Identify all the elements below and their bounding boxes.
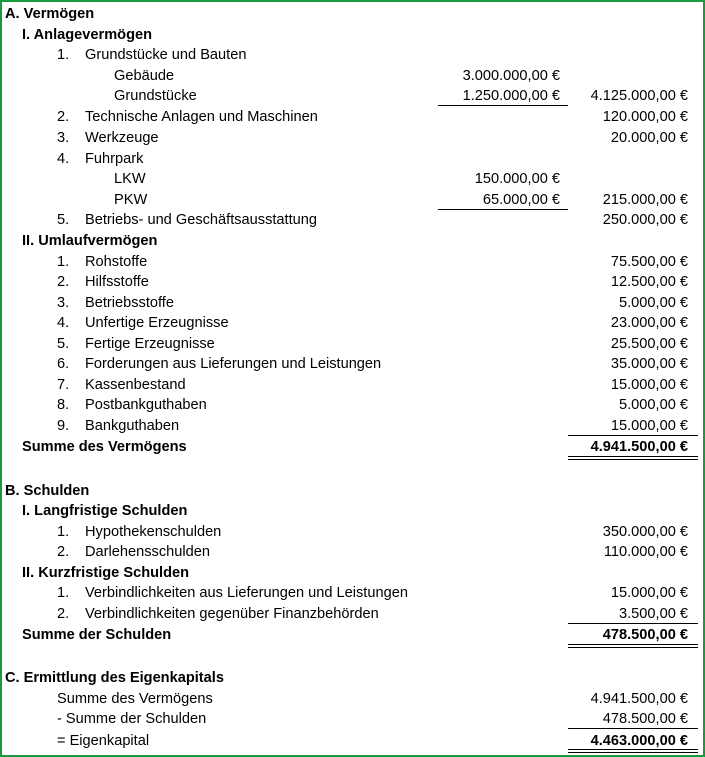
item-total: 5.000,00 € bbox=[619, 295, 688, 311]
item-number: 1. bbox=[57, 254, 70, 270]
kurz-heading bbox=[2, 563, 703, 583]
sum-underline bbox=[568, 728, 698, 729]
item-number: 8. bbox=[57, 397, 70, 413]
calc-row bbox=[2, 689, 703, 709]
section-b-heading bbox=[2, 481, 703, 501]
item-number: 5. bbox=[57, 212, 70, 228]
item-total: 15.000,00 € bbox=[610, 418, 688, 434]
list-item bbox=[2, 107, 703, 127]
list-item bbox=[2, 334, 703, 354]
sum-label: Summe des Vermögens bbox=[22, 439, 187, 455]
umlauf-title: II. Umlaufvermögen bbox=[22, 233, 158, 249]
item-total: 23.000,00 € bbox=[610, 315, 688, 331]
item-total: 120.000,00 € bbox=[602, 109, 688, 125]
item-label: Bankguthaben bbox=[85, 418, 180, 434]
sum-underline bbox=[568, 435, 698, 436]
sum-double-underline bbox=[568, 456, 698, 460]
item-total: 15.000,00 € bbox=[610, 585, 688, 601]
sum-row bbox=[2, 437, 703, 457]
sum-value: 4.941.500,00 € bbox=[590, 439, 688, 455]
item-label: Fuhrpark bbox=[85, 151, 144, 167]
sum-row bbox=[2, 625, 703, 645]
anlage-heading bbox=[2, 25, 703, 45]
list-item bbox=[2, 604, 703, 624]
item-label: Hilfsstoffe bbox=[85, 274, 149, 290]
item-number: 7. bbox=[57, 377, 70, 393]
subitem-label: LKW bbox=[114, 171, 146, 187]
list-item bbox=[2, 252, 703, 272]
item-total: 25.500,00 € bbox=[610, 336, 688, 352]
calc-value: 4.941.500,00 € bbox=[590, 691, 688, 707]
item-number: 2. bbox=[57, 606, 70, 622]
list-item bbox=[2, 583, 703, 603]
subitem-value: 3.000.000,00 € bbox=[462, 68, 560, 84]
section-c-title: C. Ermittlung des Eigenkapitals bbox=[5, 670, 224, 686]
list-item bbox=[2, 128, 703, 148]
list-item bbox=[2, 272, 703, 292]
item-total: 250.000,00 € bbox=[602, 212, 688, 228]
item-number: 3. bbox=[57, 130, 70, 146]
item-number: 2. bbox=[57, 274, 70, 290]
list-item bbox=[2, 86, 703, 106]
calc-label: = Eigenkapital bbox=[57, 733, 150, 749]
equity-double-underline bbox=[568, 749, 698, 753]
item-number: 6. bbox=[57, 356, 70, 372]
item-label: Unfertige Erzeugnisse bbox=[85, 315, 229, 331]
calc-value: 478.500,00 € bbox=[602, 711, 688, 727]
item-label: Betriebsstoffe bbox=[85, 295, 174, 311]
list-item bbox=[2, 149, 703, 169]
item-number: 1. bbox=[57, 524, 70, 540]
list-item bbox=[2, 522, 703, 542]
list-item bbox=[2, 313, 703, 333]
subitem-label: Gebäude bbox=[114, 68, 175, 84]
anlage-title: I. Anlagevermögen bbox=[22, 27, 153, 43]
list-item bbox=[2, 66, 703, 86]
sum-double-underline bbox=[568, 644, 698, 648]
item-label: Grundstücke und Bauten bbox=[85, 47, 247, 63]
item-number: 4. bbox=[57, 315, 70, 331]
item-number: 1. bbox=[57, 585, 70, 601]
item-total: 15.000,00 € bbox=[610, 377, 688, 393]
item-total: 215.000,00 € bbox=[602, 192, 688, 208]
subitem-value: 150.000,00 € bbox=[474, 171, 560, 187]
item-label: Verbindlichkeiten gegenüber Finanzbehörden bbox=[85, 606, 379, 622]
subitem-label: PKW bbox=[114, 192, 148, 208]
item-number: 4. bbox=[57, 151, 70, 167]
subitem-value: 65.000,00 € bbox=[482, 192, 560, 208]
list-item bbox=[2, 190, 703, 210]
item-total: 35.000,00 € bbox=[610, 356, 688, 372]
item-label: Verbindlichkeiten aus Lieferungen und Leistungen bbox=[85, 585, 408, 601]
kurz-title: II. Kurzfristige Schulden bbox=[22, 565, 190, 581]
calc-row-result bbox=[2, 731, 703, 751]
item-total: 350.000,00 € bbox=[602, 524, 688, 540]
item-number: 5. bbox=[57, 336, 70, 352]
item-label: Betriebs- und Geschäftsausstattung bbox=[85, 212, 318, 228]
list-item bbox=[2, 45, 703, 65]
item-total: 12.500,00 € bbox=[610, 274, 688, 290]
umlauf-heading bbox=[2, 231, 703, 251]
list-item bbox=[2, 210, 703, 230]
list-item bbox=[2, 542, 703, 562]
item-number: 1. bbox=[57, 47, 70, 63]
item-label: Hypothekenschulden bbox=[85, 524, 222, 540]
subitem-value: 1.250.000,00 € bbox=[462, 88, 560, 104]
item-label: Werkzeuge bbox=[85, 130, 159, 146]
item-label: Fertige Erzeugnisse bbox=[85, 336, 215, 352]
lang-title: I. Langfristige Schulden bbox=[22, 503, 188, 519]
section-a-heading bbox=[2, 4, 703, 24]
sum-underline bbox=[568, 623, 698, 624]
item-label: Kassenbestand bbox=[85, 377, 186, 393]
list-item bbox=[2, 416, 703, 436]
section-a-title: A. Vermögen bbox=[5, 6, 95, 22]
equity-value: 4.463.000,00 € bbox=[590, 733, 688, 749]
calc-label: - Summe der Schulden bbox=[57, 711, 207, 727]
item-label: Darlehensschulden bbox=[85, 544, 210, 560]
subtotal-underline bbox=[438, 105, 568, 106]
list-item bbox=[2, 354, 703, 374]
item-total: 3.500,00 € bbox=[619, 606, 688, 622]
item-label: Forderungen aus Lieferungen und Leistungen bbox=[85, 356, 382, 372]
list-item bbox=[2, 375, 703, 395]
list-item bbox=[2, 169, 703, 189]
item-number: 9. bbox=[57, 418, 70, 434]
lang-heading bbox=[2, 501, 703, 521]
item-number: 3. bbox=[57, 295, 70, 311]
item-total: 110.000,00 € bbox=[603, 544, 688, 560]
list-item bbox=[2, 293, 703, 313]
item-total: 75.500,00 € bbox=[610, 254, 688, 270]
section-b-title: B. Schulden bbox=[5, 483, 90, 499]
sum-label: Summe der Schulden bbox=[22, 627, 172, 643]
item-total: 20.000,00 € bbox=[610, 130, 688, 146]
section-c-heading bbox=[2, 668, 703, 688]
item-total: 5.000,00 € bbox=[619, 397, 688, 413]
item-total: 4.125.000,00 € bbox=[590, 88, 688, 104]
item-number: 2. bbox=[57, 544, 70, 560]
subitem-label: Grundstücke bbox=[114, 88, 197, 104]
item-label: Technische Anlagen und Maschinen bbox=[85, 109, 318, 125]
item-label: Rohstoffe bbox=[85, 254, 148, 270]
list-item bbox=[2, 395, 703, 415]
item-label: Postbankguthaben bbox=[85, 397, 207, 413]
calc-row bbox=[2, 709, 703, 729]
sum-value: 478.500,00 € bbox=[602, 627, 688, 643]
item-number: 2. bbox=[57, 109, 70, 125]
calc-label: Summe des Vermögens bbox=[57, 691, 213, 707]
